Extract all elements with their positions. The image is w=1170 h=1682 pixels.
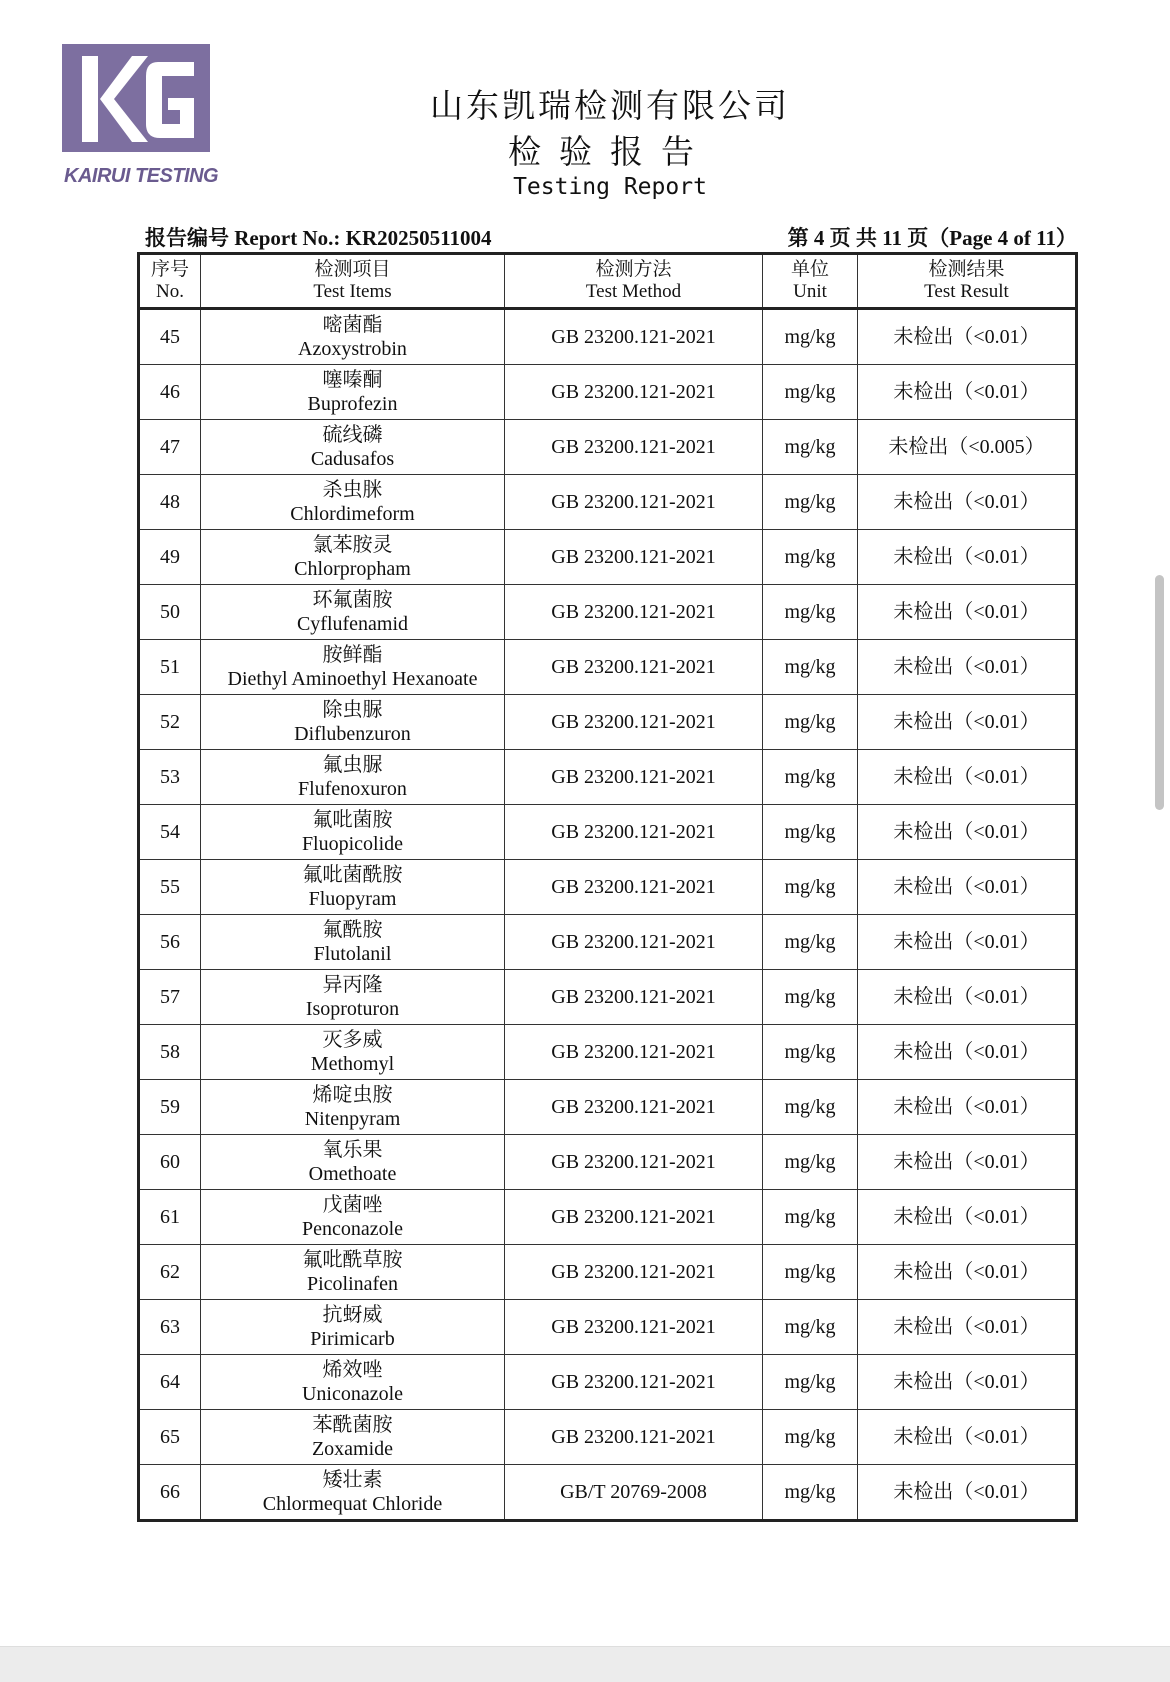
cell-test-item (201, 420, 505, 475)
table-row (139, 420, 1077, 475)
test-item-en: Diethyl Aminoethyl Hexanoate (227, 668, 478, 690)
test-item-cn: 烯效唑 (322, 1359, 383, 1381)
col-header-result: 检测结果 Test Result (858, 254, 1077, 309)
cell-unit: mg/kg (763, 1300, 858, 1355)
test-item-cn: 胺鲜酯 (322, 644, 383, 666)
cell-test-item (201, 309, 505, 365)
cell-method: GB 23200.121-2021 (505, 695, 763, 750)
cell-result: 未检出（<0.01） (858, 860, 1077, 915)
cell-no: 62 (139, 1245, 201, 1300)
cell-unit: mg/kg (763, 1410, 858, 1465)
cell-result: 未检出（<0.01） (858, 695, 1077, 750)
report-number: 报告编号 Report No.: KR20250511004 (145, 226, 492, 250)
cell-unit: mg/kg (763, 640, 858, 695)
table-row (139, 915, 1077, 970)
cell-result: 未检出（<0.01） (858, 1410, 1077, 1465)
cell-unit: mg/kg (763, 860, 858, 915)
test-item-en: Pirimicarb (310, 1328, 395, 1350)
table-row (139, 805, 1077, 860)
cell-unit: mg/kg (763, 805, 858, 860)
cell-result: 未检出（<0.01） (858, 1080, 1077, 1135)
test-item-en: Cadusafos (310, 448, 395, 470)
cell-unit: mg/kg (763, 1465, 858, 1521)
test-item-cn: 环氟菌胺 (312, 589, 393, 611)
test-item-en: Flutolanil (313, 943, 392, 965)
cell-result: 未检出（<0.01） (858, 640, 1077, 695)
cell-method: GB 23200.121-2021 (505, 970, 763, 1025)
cell-unit: mg/kg (763, 475, 858, 530)
cell-result: 未检出（<0.01） (858, 750, 1077, 805)
cell-result: 未检出（<0.01） (858, 475, 1077, 530)
test-item-cn: 噻嗪酮 (322, 369, 383, 391)
cell-method: GB 23200.121-2021 (505, 860, 763, 915)
cell-test-item (201, 805, 505, 860)
cell-unit: mg/kg (763, 1080, 858, 1135)
cell-method: GB 23200.121-2021 (505, 530, 763, 585)
cell-method: GB 23200.121-2021 (505, 1190, 763, 1245)
col-header-method: 检测方法 Test Method (505, 254, 763, 309)
cell-result: 未检出（<0.01） (858, 309, 1077, 365)
cell-result: 未检出（<0.01） (858, 1355, 1077, 1410)
cell-result: 未检出（<0.01） (858, 805, 1077, 860)
scrollbar-thumb[interactable] (1155, 575, 1164, 810)
cell-unit: mg/kg (763, 365, 858, 420)
cell-result: 未检出（<0.01） (858, 1190, 1077, 1245)
table-row (139, 1355, 1077, 1410)
test-item-cn: 矮壮素 (322, 1469, 383, 1491)
cell-result: 未检出（<0.01） (858, 970, 1077, 1025)
cell-unit: mg/kg (763, 585, 858, 640)
table-row (139, 860, 1077, 915)
table-row (139, 1245, 1077, 1300)
cell-no: 45 (139, 309, 201, 365)
cell-unit: mg/kg (763, 530, 858, 585)
cell-test-item (201, 970, 505, 1025)
test-item-en: Buprofezin (307, 393, 398, 415)
cell-no: 46 (139, 365, 201, 420)
cell-test-item (201, 1135, 505, 1190)
table-row (139, 1025, 1077, 1080)
cell-result: 未检出（<0.01） (858, 1465, 1077, 1521)
table-row (139, 1410, 1077, 1465)
test-item-en: Picolinafen (306, 1273, 399, 1295)
cell-no: 61 (139, 1190, 201, 1245)
cell-result: 未检出（<0.01） (858, 1135, 1077, 1190)
company-name: 山东凯瑞检测有限公司 (430, 89, 790, 125)
cell-unit: mg/kg (763, 1135, 858, 1190)
test-item-cn: 抗蚜威 (322, 1304, 383, 1326)
cell-result: 未检出（<0.01） (858, 365, 1077, 420)
test-item-cn: 氟吡酰草胺 (302, 1249, 403, 1271)
cell-method: GB 23200.121-2021 (505, 585, 763, 640)
test-item-cn: 氟吡菌酰胺 (302, 864, 403, 886)
test-item-cn: 异丙隆 (322, 974, 383, 996)
test-item-cn: 氟吡菌胺 (312, 809, 393, 831)
cell-method: GB 23200.121-2021 (505, 1300, 763, 1355)
cell-no: 49 (139, 530, 201, 585)
table-body (139, 309, 1077, 1521)
cell-test-item (201, 1025, 505, 1080)
cell-method: GB 23200.121-2021 (505, 1080, 763, 1135)
cell-unit: mg/kg (763, 695, 858, 750)
test-item-en: Omethoate (308, 1163, 397, 1185)
test-item-cn: 戊菌唑 (322, 1194, 383, 1216)
cell-test-item (201, 1300, 505, 1355)
cell-unit: mg/kg (763, 420, 858, 475)
cell-no: 53 (139, 750, 201, 805)
report-title-en: Testing Report (513, 174, 707, 200)
cell-test-item (201, 1245, 505, 1300)
cell-method: GB 23200.121-2021 (505, 805, 763, 860)
table-row (139, 1190, 1077, 1245)
cell-no: 47 (139, 420, 201, 475)
cell-no: 52 (139, 695, 201, 750)
cell-no: 64 (139, 1355, 201, 1410)
cell-no: 48 (139, 475, 201, 530)
test-item-en: Fluopyram (308, 888, 397, 910)
cell-method: GB 23200.121-2021 (505, 420, 763, 475)
cell-test-item (201, 695, 505, 750)
cell-result: 未检出（<0.01） (858, 530, 1077, 585)
cell-no: 56 (139, 915, 201, 970)
cell-result: 未检出（<0.01） (858, 915, 1077, 970)
cell-result: 未检出（<0.01） (858, 585, 1077, 640)
table-row (139, 530, 1077, 585)
test-item-cn: 氟酰胺 (322, 919, 383, 941)
cell-unit: mg/kg (763, 1245, 858, 1300)
cell-test-item (201, 1465, 505, 1521)
bottom-bar (0, 1646, 1170, 1682)
cell-test-item (201, 475, 505, 530)
cell-method: GB 23200.121-2021 (505, 1355, 763, 1410)
table-row (139, 1465, 1077, 1521)
cell-method: GB 23200.121-2021 (505, 365, 763, 420)
table-row (139, 585, 1077, 640)
cell-method: GB 23200.121-2021 (505, 1025, 763, 1080)
test-item-en: Penconazole (301, 1218, 404, 1240)
cell-no: 50 (139, 585, 201, 640)
test-item-en: Zoxamide (311, 1438, 394, 1460)
cell-no: 63 (139, 1300, 201, 1355)
cell-unit: mg/kg (763, 1190, 858, 1245)
cell-method: GB/T 20769-2008 (505, 1465, 763, 1521)
test-item-cn: 灭多威 (322, 1029, 383, 1051)
col-header-items: 检测项目 Test Items (201, 254, 505, 309)
cell-test-item (201, 915, 505, 970)
table-row (139, 365, 1077, 420)
cell-result: 未检出（<0.01） (858, 1025, 1077, 1080)
table-row (139, 640, 1077, 695)
cell-method: GB 23200.121-2021 (505, 1245, 763, 1300)
test-item-cn: 氧乐果 (322, 1139, 383, 1161)
cell-method: GB 23200.121-2021 (505, 750, 763, 805)
table-row (139, 475, 1077, 530)
table-header-row (139, 254, 1077, 309)
results-table (137, 252, 1078, 1522)
test-item-cn: 氯苯胺灵 (312, 534, 393, 556)
cell-test-item (201, 750, 505, 805)
cell-test-item (201, 860, 505, 915)
cell-unit: mg/kg (763, 309, 858, 365)
cell-test-item (201, 1410, 505, 1465)
test-item-en: Chlordimeform (290, 503, 415, 525)
test-item-en: Chlorpropham (294, 558, 411, 580)
cell-unit: mg/kg (763, 750, 858, 805)
table-row (139, 750, 1077, 805)
test-item-en: Flufenoxuron (298, 778, 407, 800)
cell-no: 65 (139, 1410, 201, 1465)
test-item-cn: 氟虫脲 (322, 754, 383, 776)
test-item-cn: 除虫脲 (322, 699, 383, 721)
cell-no: 66 (139, 1465, 201, 1521)
cell-test-item (201, 640, 505, 695)
cell-result: 未检出（<0.005） (858, 420, 1077, 475)
cell-test-item (201, 585, 505, 640)
table-row (139, 309, 1077, 365)
cell-method: GB 23200.121-2021 (505, 1135, 763, 1190)
cell-no: 60 (139, 1135, 201, 1190)
test-item-en: Chlormequat Chloride (262, 1493, 443, 1515)
test-item-cn: 苯酰菌胺 (312, 1414, 393, 1436)
cell-test-item (201, 1355, 505, 1410)
cell-method: GB 23200.121-2021 (505, 475, 763, 530)
cell-method: GB 23200.121-2021 (505, 309, 763, 365)
cell-no: 57 (139, 970, 201, 1025)
report-title-cn: 检验报告 (508, 135, 712, 171)
cell-test-item (201, 1080, 505, 1135)
cell-method: GB 23200.121-2021 (505, 1410, 763, 1465)
test-item-cn: 杀虫脒 (322, 479, 383, 501)
cell-method: GB 23200.121-2021 (505, 640, 763, 695)
table-row (139, 970, 1077, 1025)
table-row (139, 1135, 1077, 1190)
cell-method: GB 23200.121-2021 (505, 915, 763, 970)
test-item-en: Cyflufenamid (296, 613, 409, 635)
cell-no: 51 (139, 640, 201, 695)
test-item-en: Diflubenzuron (294, 723, 411, 745)
cell-unit: mg/kg (763, 1025, 858, 1080)
test-item-en: Nitenpyram (304, 1108, 401, 1130)
cell-no: 59 (139, 1080, 201, 1135)
cell-unit: mg/kg (763, 970, 858, 1025)
cell-test-item (201, 1190, 505, 1245)
cell-no: 58 (139, 1025, 201, 1080)
test-item-en: Uniconazole (301, 1383, 404, 1405)
table-row (139, 1080, 1077, 1135)
test-item-cn: 硫线磷 (322, 424, 383, 446)
test-item-en: Azoxystrobin (298, 338, 407, 360)
cell-unit: mg/kg (763, 915, 858, 970)
cell-test-item (201, 530, 505, 585)
cell-result: 未检出（<0.01） (858, 1245, 1077, 1300)
cell-test-item (201, 365, 505, 420)
page-indicator: 第 4 页 共 11 页（Page 4 of 11） (787, 226, 1077, 250)
logo-caption: KAIRUI TESTING (64, 165, 219, 187)
table-row (139, 1300, 1077, 1355)
col-header-no: 序号 No. (139, 254, 201, 309)
col-header-unit: 单位 Unit (763, 254, 858, 309)
test-item-cn: 烯啶虫胺 (312, 1084, 393, 1106)
cell-no: 55 (139, 860, 201, 915)
test-item-en: Methomyl (310, 1053, 395, 1075)
cell-unit: mg/kg (763, 1355, 858, 1410)
cell-result: 未检出（<0.01） (858, 1300, 1077, 1355)
test-item-en: Fluopicolide (301, 833, 404, 855)
table-row (139, 695, 1077, 750)
cell-no: 54 (139, 805, 201, 860)
test-item-en: Isoproturon (305, 998, 400, 1020)
test-item-cn: 嘧菌酯 (322, 314, 383, 336)
